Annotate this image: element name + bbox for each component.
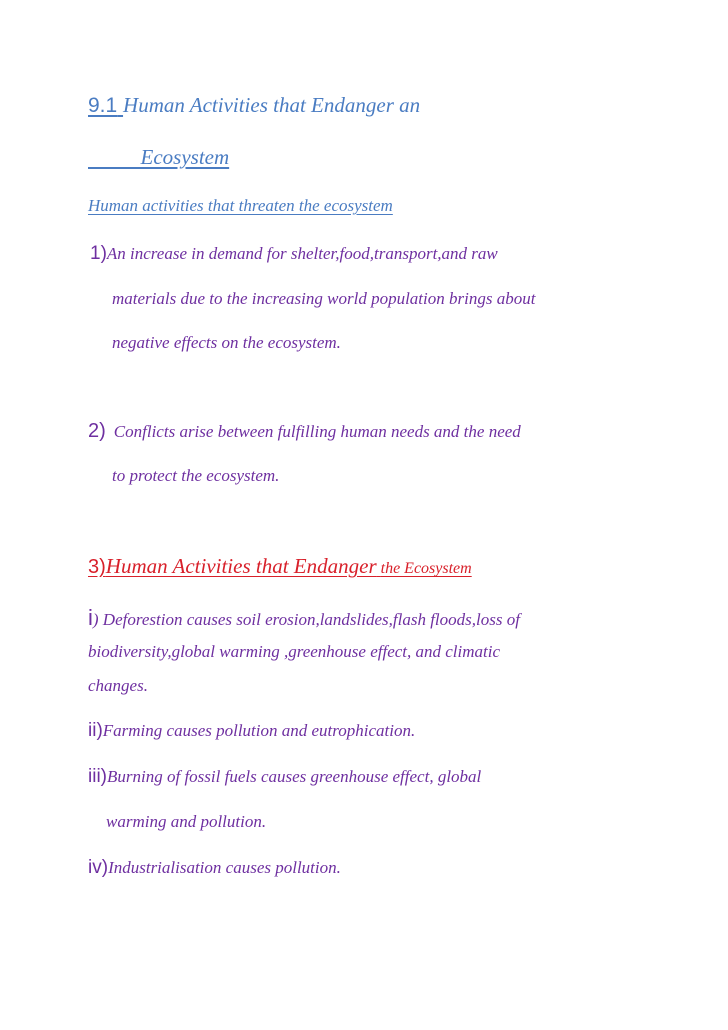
point1-line3: negative effects on the ecosystem. — [112, 333, 341, 352]
point2-line2: to protect the ecosystem. — [112, 466, 280, 485]
subpoint-i-line3: changes. — [88, 676, 148, 695]
section-number: 9.1 — [88, 94, 118, 117]
subpoint-iii-line2: warming and pollution. — [106, 812, 267, 831]
subpoint-iii-text-1: Burning of fossil fuels causes greenhouse effect, global — [107, 767, 482, 786]
point3-heading — [88, 556, 472, 577]
subpoint-ii-text-1: Farming causes pollution and eutrophication. — [102, 721, 416, 740]
point2-number: 2) — [88, 420, 106, 442]
point2-text-1: Conflicts arise between fulfilling human needs and the need — [113, 422, 521, 441]
section-title-line1 — [88, 95, 420, 116]
section-subheading: Human activities that threaten the ecosystem — [88, 196, 393, 215]
subpoint-iii-line1 — [88, 767, 481, 786]
subpoint-iv-text-1: Industrialisation causes pollution. — [108, 858, 341, 877]
point1-line1 — [90, 244, 498, 263]
subpoint-ii-number: ii) — [88, 720, 103, 741]
subpoint-iv-number: iv) — [88, 857, 109, 878]
subpoint-ii-line1 — [88, 721, 415, 740]
point1-line2: materials due to the increasing world population brings about — [112, 289, 536, 308]
subpoint-i-number: i — [88, 605, 93, 630]
subpoint-i-text-1: ) Deforestion causes soil erosion,landslides,flash floods,loss of — [92, 610, 520, 629]
section-title-text: Human Activities that Endanger an — [123, 93, 421, 117]
point2-line1 — [88, 421, 521, 441]
subpoint-iii-number: iii) — [88, 766, 107, 787]
subpoint-i-line1 — [88, 607, 520, 629]
point3-heading-main: Human Activities that Endanger — [105, 554, 377, 578]
point1-number: 1) — [90, 243, 107, 264]
subpoint-iv-line1 — [88, 858, 341, 877]
point3-heading-tail: the Ecosystem — [380, 560, 472, 577]
section-title-line2 — [88, 147, 229, 168]
subpoint-i-line2: biodiversity,global warming ,greenhouse effect, and climatic — [88, 642, 501, 661]
section-title-text-2: Ecosystem — [140, 145, 230, 169]
point1-text-1: An increase in demand for shelter,food,transport,and raw — [106, 244, 498, 263]
point3-number: 3) — [88, 556, 106, 578]
